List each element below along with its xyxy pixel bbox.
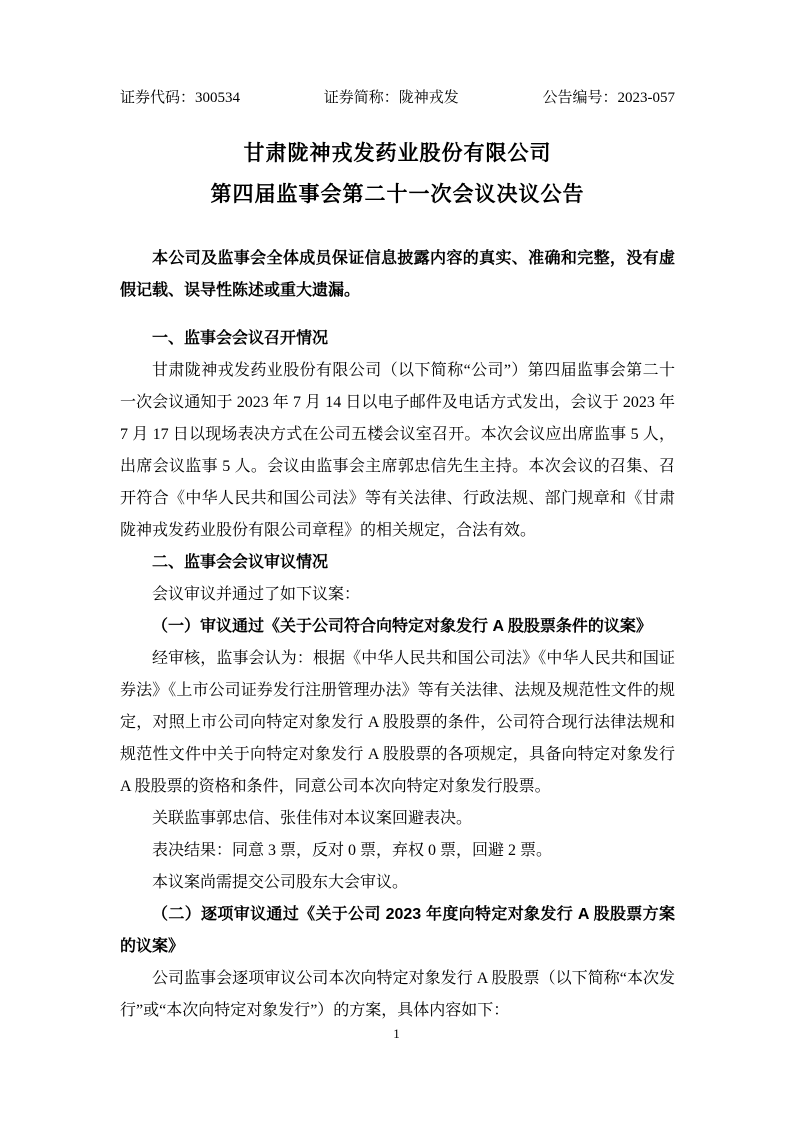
stock-abbr: 证券简称：陇神戎发	[323, 90, 459, 106]
section-1-paragraph: 甘肃陇神戎发药业股份有限公司（以下简称“公司”）第四届监事会第二十一次会议通知于 2023 年 7 月 14 日以电子邮件及电话方式发出，会议于 2023 年 7 月 17 日以现场表决方式在公司五楼会议室召开。本次会议应出席监事 5 人，出席会议监事 5 人。会议由监事会主席郭忠信先生主持。本次会议的召集、召开符合《中华人民共和国公司法》等有关法律、行政法规、部门规章和《甘肃陇神戎发药业股份有限公司章程》的相关规定，合法有效。	[120, 362, 675, 539]
doc-title-line2: 第四届监事会第二十一次会议决议公告	[210, 183, 585, 206]
resolution-2-heading: （二）逐项审议通过《关于公司 2023 年度向特定对象发行 A 股股票方案的议案》	[120, 906, 675, 955]
resolution-1-heading: （一）审议通过《关于公司符合向特定对象发行 A 股股票条件的议案》	[152, 618, 652, 635]
announcement-number: 公告编号：2023-057	[542, 90, 675, 106]
section-1-heading: 一、监事会会议召开情况	[152, 330, 329, 347]
doc-title-line1: 甘肃陇神戎发药业股份有限公司	[243, 142, 552, 165]
section-2-heading: 二、监事会会议审议情况	[152, 554, 329, 571]
disclaimer-text: 本公司及监事会全体成员保证信息披露内容的真实、准确和完整，没有虚假记载、误导性陈述或重大遗漏。	[120, 250, 675, 299]
resolution-1-vote-result: 表决结果：同意 3 票，反对 0 票，弃权 0 票，回避 2 票。	[152, 842, 553, 859]
page-number: 1	[393, 1026, 400, 1041]
resolution-1-note: 本议案尚需提交公司股东大会审议。	[152, 874, 409, 891]
doc-header	[120, 88, 675, 108]
doc-title	[120, 133, 675, 215]
resolution-2-paragraph: 公司监事会逐项审议公司本次向特定对象发行 A 股股票（以下简称“本次发行”或“本次向特定对象发行”）的方案，具体内容如下：	[120, 970, 675, 1019]
stock-code: 证券代码：300534	[120, 90, 241, 106]
resolution-1-recusal: 关联监事郭忠信、张佳伟对本议案回避表决。	[152, 810, 473, 827]
resolution-1-paragraph: 经审核，监事会认为：根据《中华人民共和国公司法》《中华人民共和国证券法》《上市公司证券发行注册管理办法》等有关法律、法规及规范性文件的规定，对照上市公司向特定对象发行 A 股股票的条件，公司符合现行法律法规和规范性文件中关于向特定对象发行 A 股股票的各项规定，具备向特定对象发行 A 股股票的资格和条件，同意公司本次向特定对象发行股票。	[120, 650, 675, 795]
section-2-intro: 会议审议并通过了如下议案：	[152, 586, 361, 603]
